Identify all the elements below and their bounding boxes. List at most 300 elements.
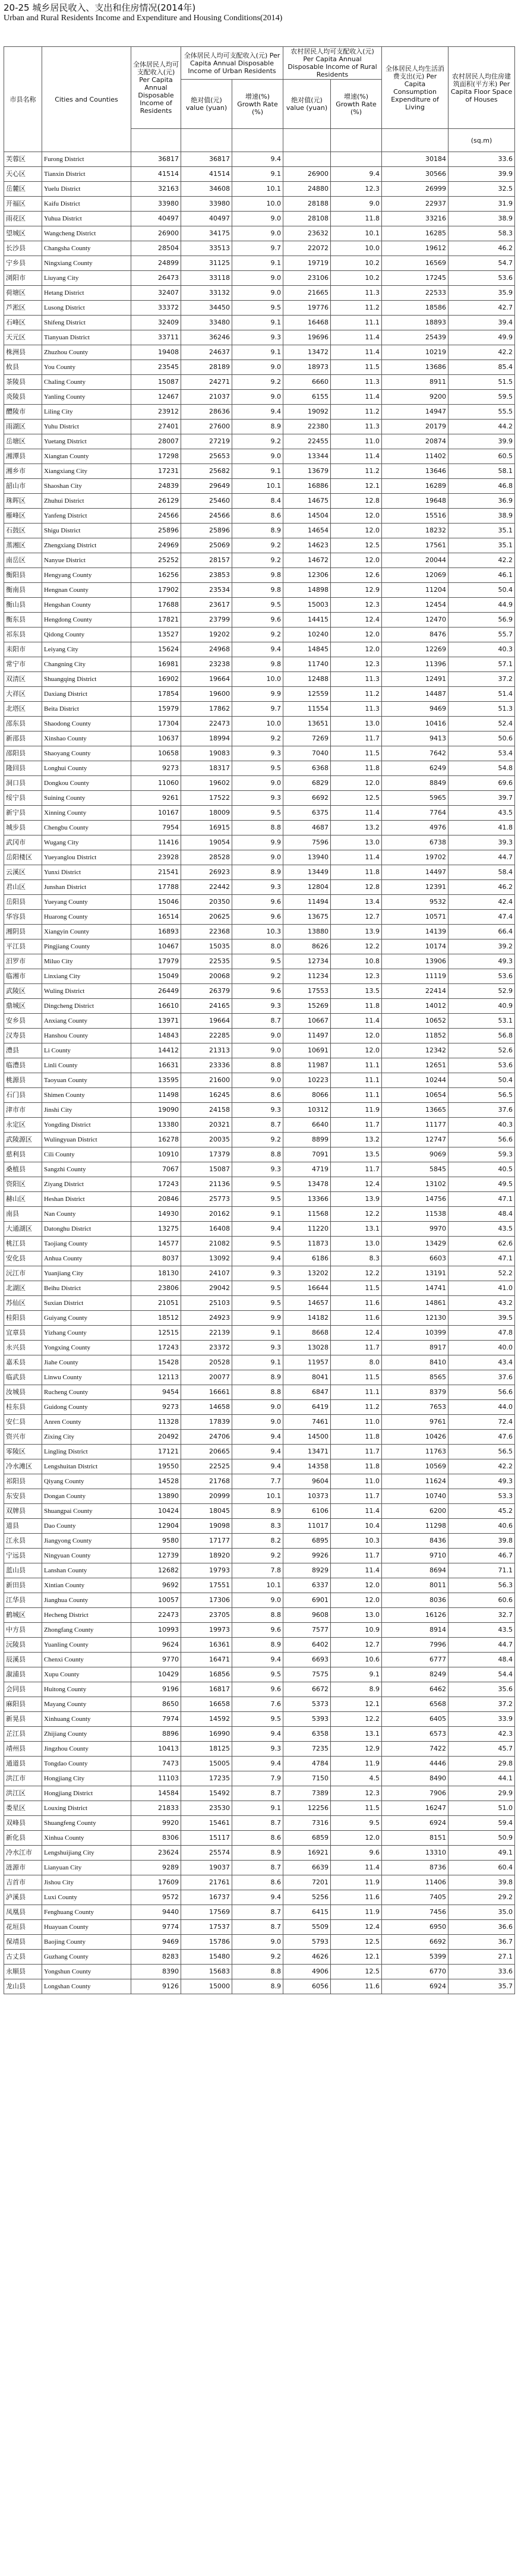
urban-income-cell: 19664 xyxy=(181,1014,232,1029)
total-income-cell: 19090 xyxy=(131,1103,181,1118)
consumption-cell: 13906 xyxy=(382,954,448,969)
total-income-cell: 10467 xyxy=(131,939,181,954)
county-name-zh: 岳阳楼区 xyxy=(4,850,42,865)
consumption-cell: 13102 xyxy=(382,1177,448,1192)
rural-income-cell: 14504 xyxy=(283,509,331,524)
housing-area-cell: 40.6 xyxy=(448,1519,515,1534)
rural-income-cell: 13344 xyxy=(283,449,331,464)
rural-income-cell: 14358 xyxy=(283,1459,331,1474)
county-name-en: Guzhang County xyxy=(42,1950,131,1965)
header-blank xyxy=(131,129,181,152)
consumption-cell: 13429 xyxy=(382,1237,448,1251)
housing-area-cell: 51.5 xyxy=(448,375,515,390)
housing-area-cell: 51.4 xyxy=(448,687,515,702)
total-income-cell: 16610 xyxy=(131,999,181,1014)
housing-area-cell: 36.7 xyxy=(448,1935,515,1950)
table-row xyxy=(4,1058,515,1073)
urban-income-cell: 23853 xyxy=(181,568,232,583)
rural-growth-cell: 12.3 xyxy=(331,1786,382,1801)
table-row xyxy=(4,598,515,613)
consumption-cell: 16569 xyxy=(382,256,448,271)
rural-income-cell: 19696 xyxy=(283,330,331,345)
consumption-cell: 6568 xyxy=(382,1697,448,1712)
rural-income-cell: 13675 xyxy=(283,910,331,925)
urban-growth-cell: 9.5 xyxy=(232,1281,283,1296)
header-consumption: 全体居民人均生活消费支出(元) Per Capita Consumption Expenditure of Living xyxy=(382,47,448,129)
total-income-cell: 9770 xyxy=(131,1653,181,1667)
urban-income-cell: 22535 xyxy=(181,954,232,969)
rural-growth-cell: 12.0 xyxy=(331,553,382,568)
rural-growth-cell: 13.4 xyxy=(331,895,382,910)
urban-income-cell: 25682 xyxy=(181,464,232,479)
urban-growth-cell: 9.0 xyxy=(232,776,283,791)
table-row xyxy=(4,1638,515,1653)
county-name-zh: 雨湖区 xyxy=(4,420,42,434)
county-name-zh: 溆浦县 xyxy=(4,1667,42,1682)
consumption-cell: 11852 xyxy=(382,1029,448,1043)
rural-income-cell: 9926 xyxy=(283,1549,331,1563)
rural-growth-cell: 11.2 xyxy=(331,464,382,479)
table-row xyxy=(4,613,515,628)
consumption-cell: 6603 xyxy=(382,1251,448,1266)
county-name-zh: 桂东县 xyxy=(4,1400,42,1415)
consumption-cell: 10571 xyxy=(382,910,448,925)
total-income-cell: 7974 xyxy=(131,1712,181,1727)
rural-growth-cell: 11.2 xyxy=(331,405,382,420)
county-name-en: Anhua County xyxy=(42,1251,131,1266)
housing-area-cell: 49.1 xyxy=(448,1846,515,1861)
total-income-cell: 36817 xyxy=(131,152,181,167)
rural-income-cell: 11873 xyxy=(283,1237,331,1251)
county-name-en: Cili County xyxy=(42,1147,131,1162)
rural-income-cell: 4719 xyxy=(283,1162,331,1177)
urban-income-cell: 22442 xyxy=(181,880,232,895)
total-income-cell: 40497 xyxy=(131,212,181,226)
table-row xyxy=(4,1281,515,1296)
total-income-cell: 9624 xyxy=(131,1638,181,1653)
urban-income-cell: 24637 xyxy=(181,345,232,360)
county-name-en: Miluo City xyxy=(42,954,131,969)
total-income-cell: 11416 xyxy=(131,835,181,850)
urban-income-cell: 27219 xyxy=(181,434,232,449)
urban-growth-cell: 9.2 xyxy=(232,732,283,746)
urban-growth-cell: 9.8 xyxy=(232,583,283,598)
consumption-cell: 12391 xyxy=(382,880,448,895)
county-name-zh: 新田县 xyxy=(4,1578,42,1593)
consumption-cell: 8911 xyxy=(382,375,448,390)
housing-area-cell: 47.8 xyxy=(448,1326,515,1341)
housing-area-cell: 58.1 xyxy=(448,464,515,479)
housing-area-cell: 44.2 xyxy=(448,420,515,434)
total-income-cell: 14577 xyxy=(131,1237,181,1251)
table-row xyxy=(4,1905,515,1920)
housing-area-cell: 43.5 xyxy=(448,1222,515,1237)
urban-income-cell: 24968 xyxy=(181,642,232,657)
consumption-cell: 14139 xyxy=(382,925,448,939)
urban-income-cell: 20162 xyxy=(181,1207,232,1222)
total-income-cell: 10993 xyxy=(131,1623,181,1638)
county-name-en: Yanling County xyxy=(42,390,131,405)
housing-area-cell: 58.3 xyxy=(448,226,515,241)
urban-income-cell: 33132 xyxy=(181,286,232,301)
total-income-cell: 12739 xyxy=(131,1549,181,1563)
consumption-cell: 10219 xyxy=(382,345,448,360)
rural-income-cell: 6402 xyxy=(283,1638,331,1653)
consumption-cell: 12342 xyxy=(382,1043,448,1058)
rural-growth-cell: 11.8 xyxy=(331,761,382,776)
rural-income-cell: 6693 xyxy=(283,1653,331,1667)
urban-growth-cell: 9.3 xyxy=(232,1162,283,1177)
rural-income-cell: 7091 xyxy=(283,1147,331,1162)
county-name-en: Guidong County xyxy=(42,1400,131,1415)
total-income-cell: 8283 xyxy=(131,1950,181,1965)
rural-income-cell: 19719 xyxy=(283,256,331,271)
rural-income-cell: 8929 xyxy=(283,1563,331,1578)
housing-area-cell: 56.8 xyxy=(448,1029,515,1043)
header-county-zh: 市县名称 xyxy=(4,47,42,152)
urban-growth-cell: 9.1 xyxy=(232,256,283,271)
total-income-cell: 17304 xyxy=(131,717,181,732)
rural-growth-cell: 11.5 xyxy=(331,1370,382,1385)
total-income-cell: 10910 xyxy=(131,1147,181,1162)
rural-income-cell: 6375 xyxy=(283,806,331,821)
total-income-cell: 25252 xyxy=(131,553,181,568)
table-row xyxy=(4,657,515,672)
county-name-zh: 辰溪县 xyxy=(4,1653,42,1667)
total-income-cell: 16902 xyxy=(131,672,181,687)
housing-area-cell: 40.5 xyxy=(448,1162,515,1177)
urban-income-cell: 17379 xyxy=(181,1147,232,1162)
rural-income-cell: 5373 xyxy=(283,1697,331,1712)
housing-area-cell: 72.4 xyxy=(448,1415,515,1430)
table-row xyxy=(4,939,515,954)
total-income-cell: 10424 xyxy=(131,1504,181,1519)
county-name-en: Ziyang District xyxy=(42,1177,131,1192)
housing-area-cell: 52.4 xyxy=(448,717,515,732)
urban-growth-cell: 9.3 xyxy=(232,1103,283,1118)
housing-area-cell: 37.2 xyxy=(448,672,515,687)
table-row xyxy=(4,494,515,509)
table-row xyxy=(4,1147,515,1162)
urban-growth-cell: 9.6 xyxy=(232,984,283,999)
table-row xyxy=(4,1712,515,1727)
urban-income-cell: 19602 xyxy=(181,776,232,791)
table-row xyxy=(4,1757,515,1771)
total-income-cell: 17902 xyxy=(131,583,181,598)
rural-income-cell: 7389 xyxy=(283,1786,331,1801)
urban-growth-cell: 8.7 xyxy=(232,1786,283,1801)
rural-growth-cell: 12.2 xyxy=(331,1266,382,1281)
rural-income-cell: 4906 xyxy=(283,1965,331,1979)
housing-area-cell: 53.6 xyxy=(448,1058,515,1073)
urban-growth-cell: 9.9 xyxy=(232,1311,283,1326)
urban-growth-cell: 8.6 xyxy=(232,1875,283,1890)
county-name-zh: 洞口县 xyxy=(4,776,42,791)
rural-growth-cell: 11.7 xyxy=(331,1118,382,1133)
rural-income-cell: 7596 xyxy=(283,835,331,850)
urban-growth-cell: 8.9 xyxy=(232,420,283,434)
county-name-en: Shuangqing District xyxy=(42,672,131,687)
total-income-cell: 33372 xyxy=(131,301,181,316)
county-name-zh: 雨花区 xyxy=(4,212,42,226)
rural-income-cell xyxy=(283,152,331,167)
housing-area-cell: 31.9 xyxy=(448,197,515,212)
housing-area-cell: 49.9 xyxy=(448,330,515,345)
county-name-zh: 桃源县 xyxy=(4,1073,42,1088)
urban-income-cell: 21313 xyxy=(181,1043,232,1058)
county-name-en: Ningxiang County xyxy=(42,256,131,271)
total-income-cell: 17609 xyxy=(131,1875,181,1890)
county-name-en: Yueyang County xyxy=(42,895,131,910)
county-name-en: Nan County xyxy=(42,1207,131,1222)
urban-income-cell: 22139 xyxy=(181,1326,232,1341)
total-income-cell: 9196 xyxy=(131,1682,181,1697)
urban-income-cell: 16661 xyxy=(181,1385,232,1400)
urban-growth-cell: 9.2 xyxy=(232,969,283,984)
county-name-en: Xiangyin County xyxy=(42,925,131,939)
county-name-en: Guiyang County xyxy=(42,1311,131,1326)
urban-income-cell: 21082 xyxy=(181,1237,232,1251)
county-name-en: Louxing District xyxy=(42,1801,131,1816)
housing-area-cell: 47.1 xyxy=(448,1251,515,1266)
urban-income-cell: 23705 xyxy=(181,1608,232,1623)
urban-income-cell: 19037 xyxy=(181,1861,232,1875)
county-name-en: Jiahe County xyxy=(42,1355,131,1370)
table-row xyxy=(4,538,515,553)
rural-income-cell: 16468 xyxy=(283,316,331,330)
table-title-chinese: 20-25 城乡居民收入、支出和住房情况(2014年) xyxy=(4,2,196,13)
county-name-zh: 耒阳市 xyxy=(4,642,42,657)
header-unit-sqm: (sq.m) xyxy=(448,129,515,152)
county-name-zh: 娄星区 xyxy=(4,1801,42,1816)
consumption-cell: 25439 xyxy=(382,330,448,345)
urban-income-cell: 16737 xyxy=(181,1890,232,1905)
urban-growth-cell: 9.4 xyxy=(232,152,283,167)
urban-income-cell: 15087 xyxy=(181,1162,232,1177)
rural-income-cell: 28188 xyxy=(283,197,331,212)
housing-area-cell: 50.6 xyxy=(448,732,515,746)
table-row xyxy=(4,1207,515,1222)
county-name-en: Linxiang City xyxy=(42,969,131,984)
housing-area-cell: 44.7 xyxy=(448,850,515,865)
county-name-zh: 会同县 xyxy=(4,1682,42,1697)
consumption-cell: 4446 xyxy=(382,1757,448,1771)
consumption-cell: 19612 xyxy=(382,241,448,256)
county-name-zh: 泸溪县 xyxy=(4,1890,42,1905)
urban-income-cell: 33480 xyxy=(181,316,232,330)
housing-area-cell: 50.9 xyxy=(448,1831,515,1846)
table-row xyxy=(4,182,515,197)
housing-area-cell: 43.2 xyxy=(448,1296,515,1311)
county-name-zh: 汨罗市 xyxy=(4,954,42,969)
county-name-zh: 慈利县 xyxy=(4,1147,42,1162)
county-name-zh: 新晃县 xyxy=(4,1712,42,1727)
income-table xyxy=(4,46,515,1994)
housing-area-cell: 38.9 xyxy=(448,509,515,524)
table-row xyxy=(4,628,515,642)
rural-growth-cell: 12.0 xyxy=(331,1578,382,1593)
rural-growth-cell: 12.0 xyxy=(331,776,382,791)
consumption-cell: 19702 xyxy=(382,850,448,865)
table-row xyxy=(4,568,515,583)
rural-income-cell: 15269 xyxy=(283,999,331,1014)
county-name-en: Shaoyang County xyxy=(42,746,131,761)
rural-income-cell: 17553 xyxy=(283,984,331,999)
total-income-cell: 12113 xyxy=(131,1370,181,1385)
county-name-zh: 云溪区 xyxy=(4,865,42,880)
consumption-cell: 18232 xyxy=(382,524,448,538)
rural-growth-cell: 11.9 xyxy=(331,1905,382,1920)
table-row xyxy=(4,954,515,969)
urban-income-cell: 19600 xyxy=(181,687,232,702)
county-name-en: Shuangpai County xyxy=(42,1504,131,1519)
total-income-cell: 9440 xyxy=(131,1905,181,1920)
county-name-zh: 衡东县 xyxy=(4,613,42,628)
rural-income-cell: 4784 xyxy=(283,1757,331,1771)
total-income-cell: 17788 xyxy=(131,880,181,895)
housing-area-cell: 53.3 xyxy=(448,1489,515,1504)
rural-growth-cell: 11.3 xyxy=(331,672,382,687)
rural-income-cell: 6692 xyxy=(283,791,331,806)
rural-growth-cell: 13.9 xyxy=(331,925,382,939)
consumption-cell: 11177 xyxy=(382,1118,448,1133)
table-header xyxy=(4,47,515,152)
rural-income-cell: 16886 xyxy=(283,479,331,494)
urban-income-cell: 17862 xyxy=(181,702,232,717)
rural-income-cell: 6155 xyxy=(283,390,331,405)
rural-income-cell: 6660 xyxy=(283,375,331,390)
county-name-zh: 城步县 xyxy=(4,821,42,835)
county-name-en: Yongshun County xyxy=(42,1965,131,1979)
rural-income-cell: 22072 xyxy=(283,241,331,256)
consumption-cell: 11538 xyxy=(382,1207,448,1222)
housing-area-cell: 55.5 xyxy=(448,405,515,420)
county-name-zh: 芙蓉区 xyxy=(4,152,42,167)
county-name-en: Heshan District xyxy=(42,1192,131,1207)
housing-area-cell: 29.8 xyxy=(448,1757,515,1771)
housing-area-cell: 45.7 xyxy=(448,1742,515,1757)
urban-growth-cell: 9.2 xyxy=(232,1950,283,1965)
county-name-en: Xinhua County xyxy=(42,1831,131,1846)
housing-area-cell: 53.4 xyxy=(448,746,515,761)
rural-growth-cell: 9.0 xyxy=(331,197,382,212)
total-income-cell: 13380 xyxy=(131,1118,181,1133)
urban-growth-cell: 8.8 xyxy=(232,821,283,835)
county-name-zh: 衡山县 xyxy=(4,598,42,613)
urban-income-cell: 16817 xyxy=(181,1682,232,1697)
county-name-en: Zhijiang County xyxy=(42,1727,131,1742)
rural-income-cell: 11220 xyxy=(283,1222,331,1237)
rural-growth-cell: 11.2 xyxy=(331,301,382,316)
urban-income-cell: 23238 xyxy=(181,657,232,672)
urban-growth-cell: 9.0 xyxy=(232,226,283,241)
urban-income-cell: 19083 xyxy=(181,746,232,761)
rural-growth-cell: 12.3 xyxy=(331,598,382,613)
county-name-zh: 岳阳县 xyxy=(4,895,42,910)
table-row xyxy=(4,1786,515,1801)
rural-growth-cell: 9.5 xyxy=(331,1816,382,1831)
rural-income-cell: 11568 xyxy=(283,1207,331,1222)
county-name-en: Jianghua County xyxy=(42,1593,131,1608)
rural-growth-cell: 11.1 xyxy=(331,316,382,330)
table-row xyxy=(4,1474,515,1489)
county-name-zh: 涟源市 xyxy=(4,1861,42,1875)
county-name-zh: 赫山区 xyxy=(4,1192,42,1207)
urban-income-cell: 28189 xyxy=(181,360,232,375)
total-income-cell: 20492 xyxy=(131,1430,181,1445)
rural-income-cell: 5793 xyxy=(283,1935,331,1950)
housing-area-cell: 46.8 xyxy=(448,479,515,494)
urban-growth-cell: 8.7 xyxy=(232,1920,283,1935)
urban-growth-cell: 8.9 xyxy=(232,865,283,880)
urban-income-cell: 22368 xyxy=(181,925,232,939)
urban-income-cell: 21768 xyxy=(181,1474,232,1489)
rural-income-cell: 23632 xyxy=(283,226,331,241)
county-name-zh: 南岳区 xyxy=(4,553,42,568)
rural-income-cell: 6639 xyxy=(283,1861,331,1875)
total-income-cell: 14930 xyxy=(131,1207,181,1222)
total-income-cell: 11103 xyxy=(131,1771,181,1786)
urban-income-cell: 16471 xyxy=(181,1653,232,1667)
total-income-cell: 7067 xyxy=(131,1162,181,1177)
urban-income-cell: 15000 xyxy=(181,1979,232,1994)
total-income-cell: 25896 xyxy=(131,524,181,538)
table-row xyxy=(4,479,515,494)
county-name-zh: 嘉禾县 xyxy=(4,1355,42,1370)
table-row xyxy=(4,286,515,301)
county-name-en: Zhuhui District xyxy=(42,494,131,509)
urban-income-cell: 18045 xyxy=(181,1504,232,1519)
county-name-en: Tianxin District xyxy=(42,167,131,182)
urban-growth-cell: 9.9 xyxy=(232,835,283,850)
urban-growth-cell: 8.8 xyxy=(232,1608,283,1623)
rural-income-cell: 13366 xyxy=(283,1192,331,1207)
county-name-en: Shigu District xyxy=(42,524,131,538)
housing-area-cell: 40.3 xyxy=(448,642,515,657)
housing-area-cell: 46.7 xyxy=(448,1549,515,1563)
header-blank xyxy=(181,129,232,152)
county-name-zh: 汉寿县 xyxy=(4,1029,42,1043)
housing-area-cell: 42.3 xyxy=(448,1727,515,1742)
rural-income-cell: 28108 xyxy=(283,212,331,226)
rural-growth-cell: 11.7 xyxy=(331,1341,382,1355)
rural-income-cell: 11957 xyxy=(283,1355,331,1370)
county-name-zh: 东安县 xyxy=(4,1489,42,1504)
urban-growth-cell: 9.4 xyxy=(232,1890,283,1905)
urban-income-cell: 19664 xyxy=(181,672,232,687)
rural-income-cell: 11554 xyxy=(283,702,331,717)
county-name-en: Anren County xyxy=(42,1415,131,1430)
rural-income-cell: 13940 xyxy=(283,850,331,865)
housing-area-cell: 35.7 xyxy=(448,1979,515,1994)
table-row xyxy=(4,1504,515,1519)
county-name-en: Jishou City xyxy=(42,1875,131,1890)
rural-growth-cell: 11.5 xyxy=(331,746,382,761)
consumption-cell: 13310 xyxy=(382,1846,448,1861)
county-name-zh: 芦淞区 xyxy=(4,301,42,316)
urban-growth-cell: 9.4 xyxy=(232,1459,283,1474)
total-income-cell: 8037 xyxy=(131,1251,181,1266)
county-name-zh: 天心区 xyxy=(4,167,42,182)
housing-area-cell: 41.0 xyxy=(448,1281,515,1296)
housing-area-cell: 37.6 xyxy=(448,1103,515,1118)
total-income-cell: 9261 xyxy=(131,791,181,806)
urban-income-cell: 16990 xyxy=(181,1727,232,1742)
consumption-cell: 16289 xyxy=(382,479,448,494)
consumption-cell: 13191 xyxy=(382,1266,448,1281)
header-urban-value: 绝对值(元) value (yuan) xyxy=(181,80,232,129)
urban-income-cell: 24706 xyxy=(181,1430,232,1445)
